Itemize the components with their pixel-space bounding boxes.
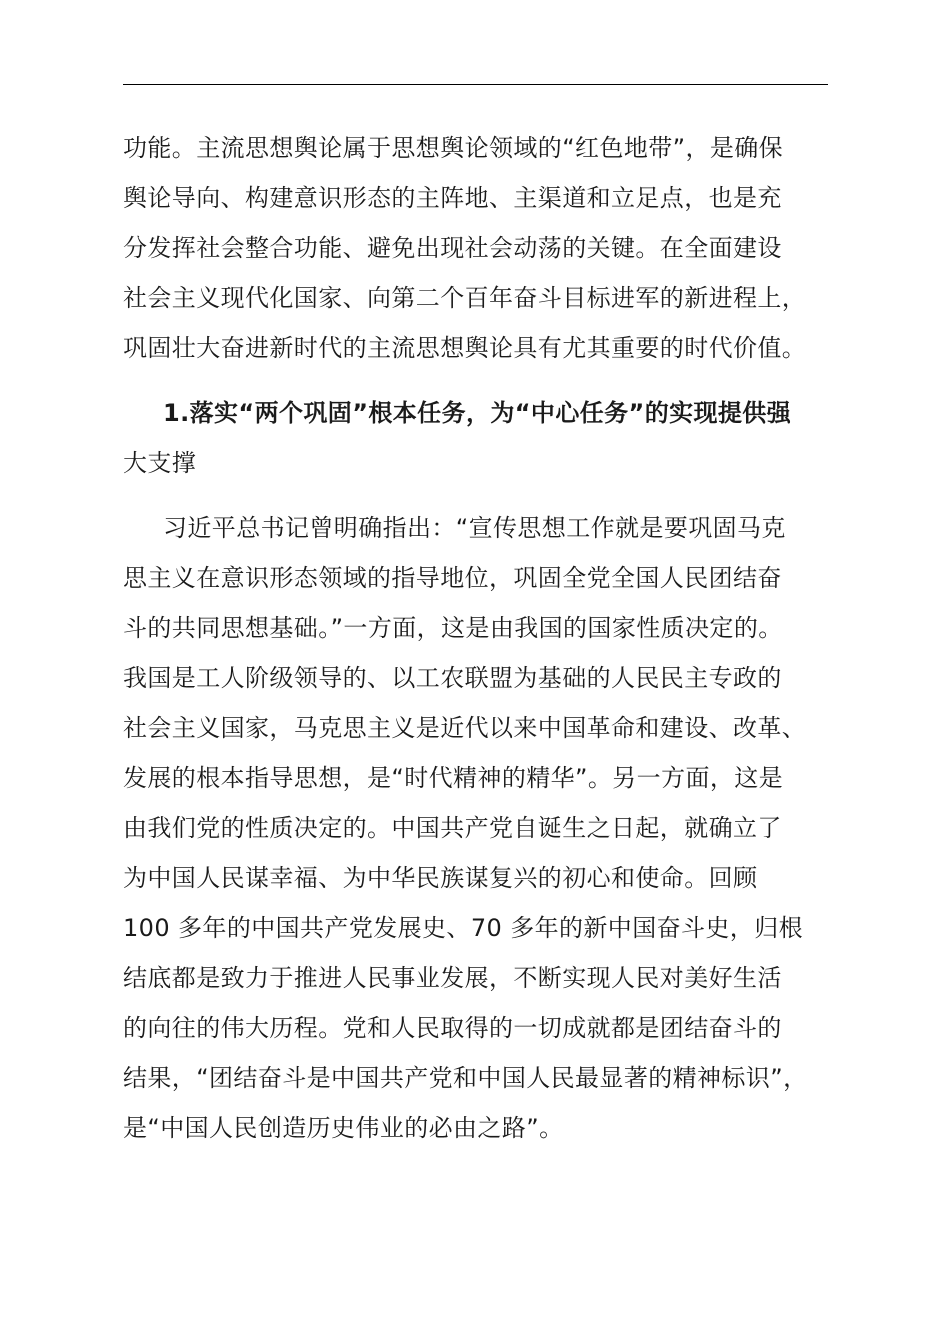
- text-line: 为中国人民谋幸福、为中华民族谋复兴的初心和使命。回顾: [123, 864, 758, 892]
- text-line: 结底都是致力于推进人民事业发展，不断实现人民对美好生活: [123, 964, 782, 992]
- heading-line: 1.落实“两个巩固”根本任务，为“中心任务”的实现提供强: [163, 399, 792, 427]
- text-line: 功能。主流思想舆论属于思想舆论领域的“红色地带”，是确保: [123, 134, 784, 162]
- text-line: 习近平总书记曾明确指出：“宣传思想工作就是要巩固马克: [163, 514, 786, 542]
- text-line: 巩固壮大奋进新时代的主流思想舆论具有尤其重要的时代价值。: [123, 334, 807, 362]
- text-line: 结果，“团结奋斗是中国共产党和中国人民最显著的精神标识”，: [123, 1064, 808, 1092]
- text-line: 100 多年的中国共产党发展史、70 多年的新中国奋斗史，归根: [123, 914, 804, 942]
- text-line: 发展的根本指导思想，是“时代精神的精华”。另一方面，这是: [123, 764, 784, 792]
- text-line: 斗的共同思想基础。”一方面，这是由我国的国家性质决定的。: [123, 614, 783, 642]
- text-line: 由我们党的性质决定的。中国共产党自诞生之日起，就确立了: [123, 814, 782, 842]
- text-line: 社会主义现代化国家、向第二个百年奋斗目标进军的新进程上，: [123, 284, 807, 312]
- text-line: 思主义在意识形态领域的指导地位，巩固全党全国人民团结奋: [123, 564, 782, 592]
- text-line: 我国是工人阶级领导的、以工农联盟为基础的人民民主专政的: [123, 664, 782, 692]
- header-rule: [123, 84, 828, 85]
- heading-line: 大支撑: [123, 449, 197, 477]
- text-line: 是“中国人民创造历史伟业的必由之路”。: [123, 1114, 564, 1142]
- text-line: 社会主义国家，马克思主义是近代以来中国革命和建设、改革、: [123, 714, 807, 742]
- text-line: 舆论导向、构建意识形态的主阵地、主渠道和立足点，也是充: [123, 184, 782, 212]
- text-line: 的向往的伟大历程。党和人民取得的一切成就都是团结奋斗的: [123, 1014, 782, 1042]
- text-line: 分发挥社会整合功能、避免出现社会动荡的关键。在全面建设: [123, 234, 782, 262]
